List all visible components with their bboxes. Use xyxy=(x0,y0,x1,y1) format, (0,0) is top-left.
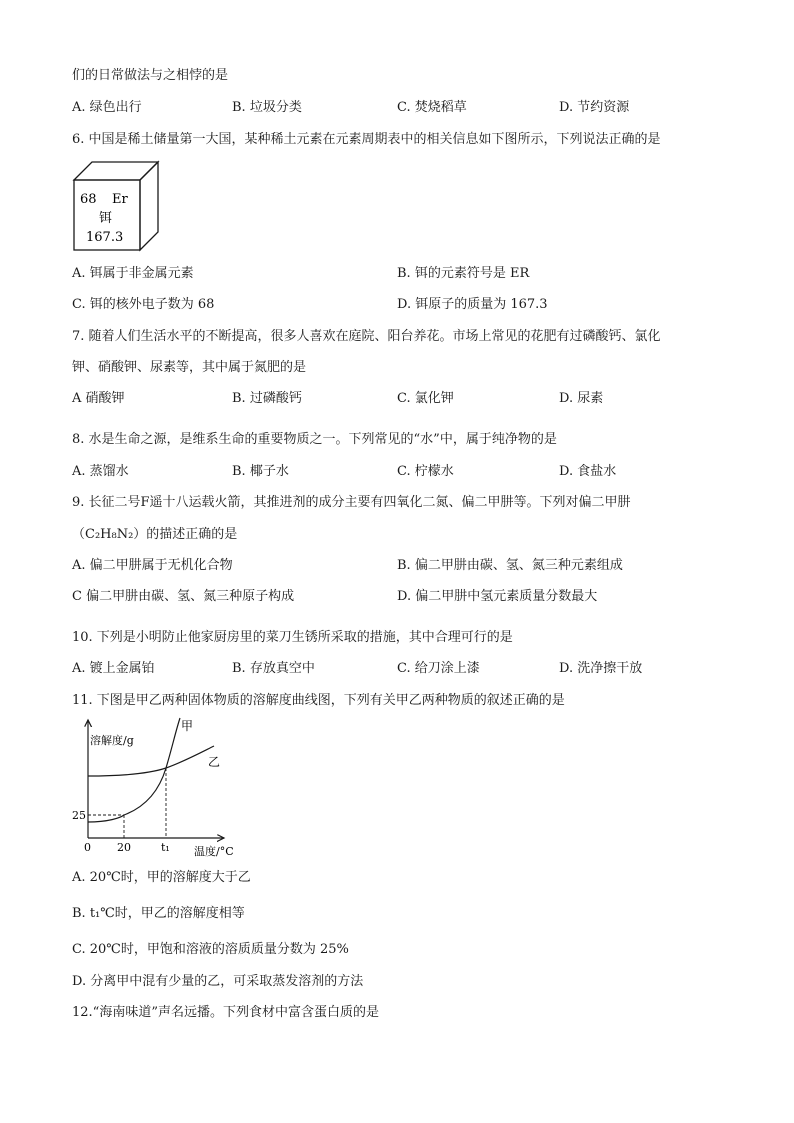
q9-stem-line2: （C₂H₈N₂）的描述正确的是 xyxy=(72,527,238,542)
q10-option-a[interactable]: A. 镀上金属铂 xyxy=(72,661,155,676)
q6-option-c[interactable]: C. 铒的核外电子数为 68 xyxy=(72,297,215,312)
x-tick-t1: t₁ xyxy=(161,841,170,854)
q11-option-c[interactable]: C. 20℃时，甲饱和溶液的溶质质量分数为 25% xyxy=(72,942,349,957)
element-atomic-number: 68 xyxy=(80,192,97,207)
q7-stem-line2: 钾、硝酸钾、尿素等，其中属于氮肥的是 xyxy=(72,360,307,375)
q8-option-d[interactable]: D. 食盐水 xyxy=(559,464,617,479)
q7-stem-line1: 7. 随着人们生活水平的不断提高，很多人喜欢在庭院、阳台养花。市场上常见的花肥有过磷酸钙、氯化 xyxy=(72,329,661,344)
series-jia-label: 甲 xyxy=(181,719,194,733)
solubility-curve-chart xyxy=(68,716,248,860)
q8-stem: 8. 水是生命之源，是维系生命的重要物质之一。下列常见的“水”中，属于纯净物的是 xyxy=(72,432,557,447)
q11-option-d[interactable]: D. 分离甲中混有少量的乙，可采取蒸发溶剂的方法 xyxy=(72,974,364,989)
q7-option-a[interactable]: A 硝酸钾 xyxy=(72,391,125,406)
q12-stem: 12.“海南味道”声名远播。下列食材中富含蛋白质的是 xyxy=(72,1005,379,1020)
series-yi-curve xyxy=(88,746,214,776)
q6-stem: 6. 中国是稀土储量第一大国，某种稀土元素在元素周期表中的相关信息如下图所示，下列说法正确的是 xyxy=(72,132,661,147)
q6-option-a[interactable]: A. 铒属于非金属元素 xyxy=(72,266,194,281)
q7-option-c[interactable]: C. 氯化钾 xyxy=(397,391,454,406)
x-axis-label: 温度/°C xyxy=(194,845,234,858)
q5-option-a[interactable]: A. 绿色出行 xyxy=(72,100,142,115)
q9-option-a[interactable]: A. 偏二甲肼属于无机化合物 xyxy=(72,558,233,573)
q11-stem: 11. 下图是甲乙两种固体物质的溶解度曲线图，下列有关甲乙两种物质的叙述正确的是 xyxy=(72,693,565,708)
q7-option-d[interactable]: D. 尿素 xyxy=(559,391,604,406)
element-cell-figure xyxy=(72,160,162,252)
q11-option-b[interactable]: B. t₁℃时，甲乙的溶解度相等 xyxy=(72,906,245,921)
q10-option-d[interactable]: D. 洗净擦干放 xyxy=(559,661,643,676)
q5-option-b[interactable]: B. 垃圾分类 xyxy=(232,100,302,115)
element-name: 铒 xyxy=(99,211,113,226)
element-symbol: Er xyxy=(112,192,128,207)
x-tick-20: 20 xyxy=(117,841,131,854)
q5-option-c[interactable]: C. 焚烧稻草 xyxy=(397,100,467,115)
q5-stem-tail: 们的日常做法与之相悖的是 xyxy=(72,68,229,83)
q10-option-b[interactable]: B. 存放真空中 xyxy=(232,661,315,676)
y-tick-25: 25 xyxy=(72,809,86,822)
q6-option-d[interactable]: D. 铒原子的质量为 167.3 xyxy=(397,297,548,312)
q8-option-c[interactable]: C. 柠檬水 xyxy=(397,464,454,479)
q6-option-b[interactable]: B. 铒的元素符号是 ER xyxy=(397,266,530,281)
q5-option-d[interactable]: D. 节约资源 xyxy=(559,100,630,115)
q8-option-a[interactable]: A. 蒸馏水 xyxy=(72,464,129,479)
q11-option-a[interactable]: A. 20℃时，甲的溶解度大于乙 xyxy=(72,870,251,885)
q9-option-d[interactable]: D. 偏二甲肼中氢元素质量分数最大 xyxy=(397,589,598,604)
q7-option-b[interactable]: B. 过磷酸钙 xyxy=(232,391,302,406)
q8-option-b[interactable]: B. 椰子水 xyxy=(232,464,289,479)
q10-stem: 10. 下列是小明防止他家厨房里的菜刀生锈所采取的措施，其中合理可行的是 xyxy=(72,630,513,645)
element-atomic-mass: 167.3 xyxy=(86,230,124,245)
y-axis-label: 溶解度/g xyxy=(90,734,134,747)
q10-option-c[interactable]: C. 给刀涂上漆 xyxy=(397,661,480,676)
origin-label: 0 xyxy=(84,841,91,854)
q9-option-c[interactable]: C 偏二甲肼由碳、氢、氮三种原子构成 xyxy=(72,589,295,604)
series-yi-label: 乙 xyxy=(208,755,221,769)
q9-option-b[interactable]: B. 偏二甲肼由碳、氢、氮三种元素组成 xyxy=(397,558,623,573)
q9-stem-line1: 9. 长征二号F遥十八运载火箭，其推进剂的成分主要有四氧化二氮、偏二甲肼等。下列对偏二甲肼 xyxy=(72,495,631,510)
